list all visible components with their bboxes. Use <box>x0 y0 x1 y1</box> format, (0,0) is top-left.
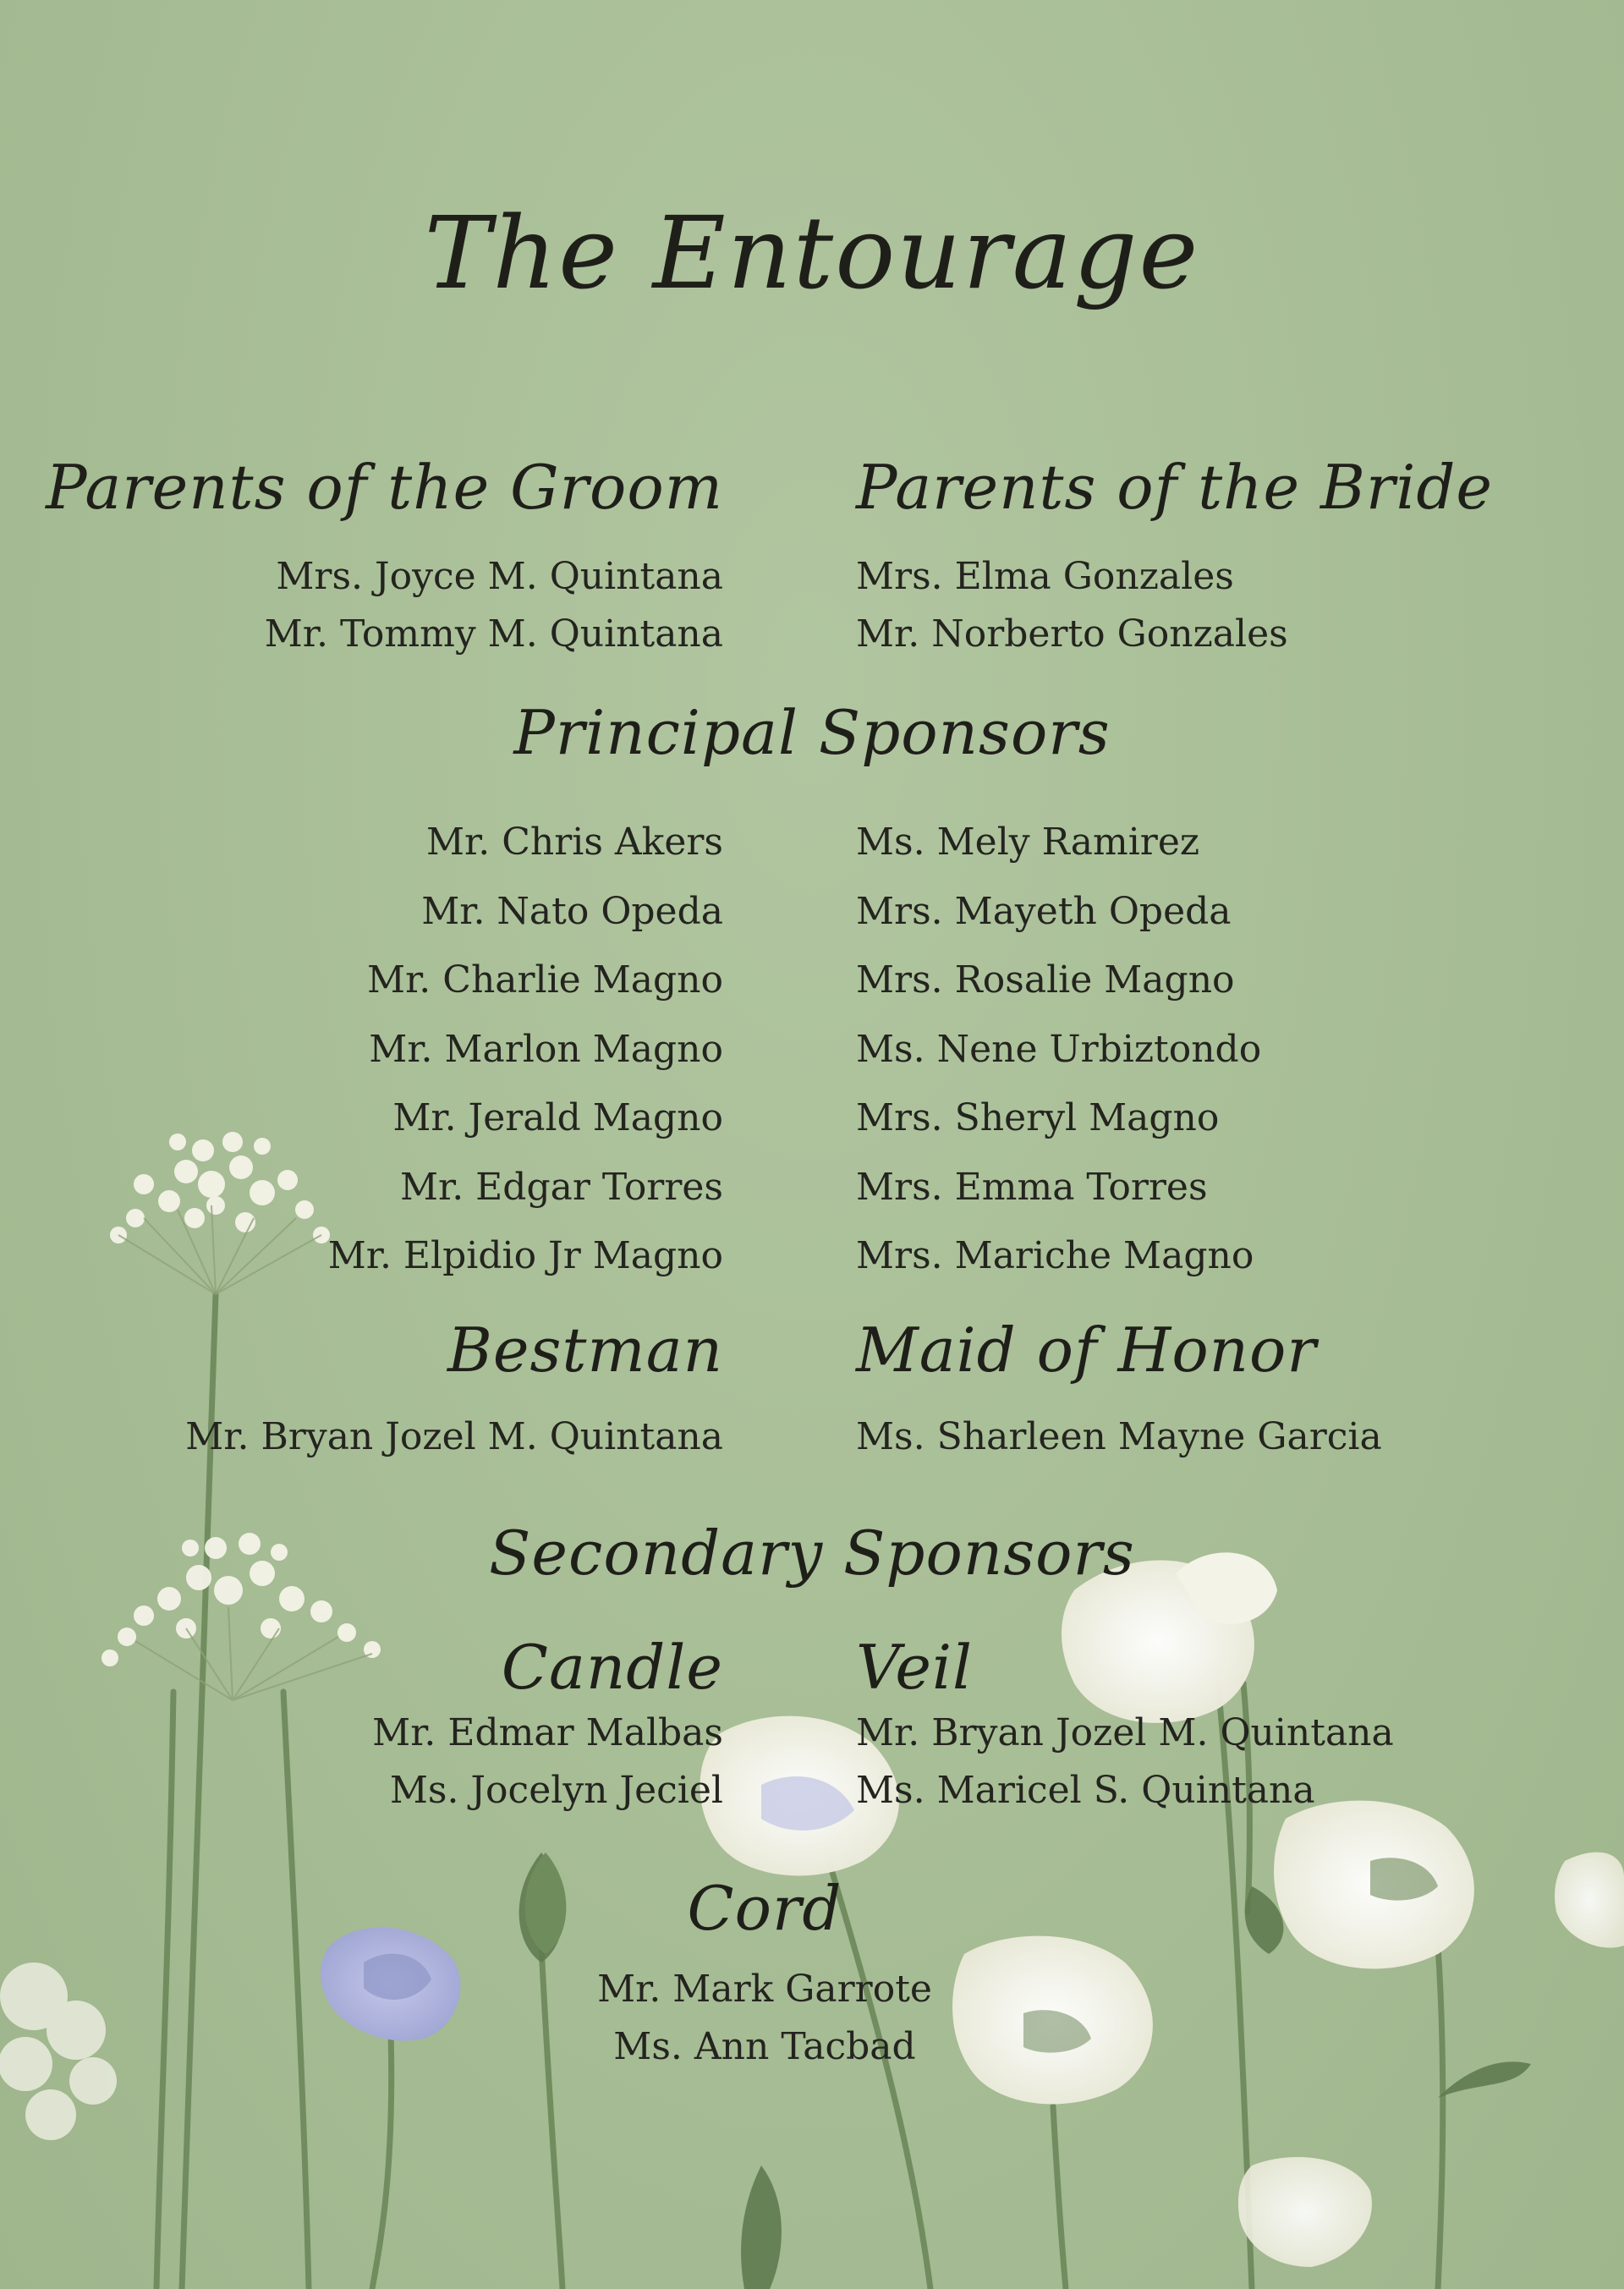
cord-sponsor-name: Ms. Ann Tacbad <box>613 2025 916 2068</box>
candle-sponsor-name: Ms. Jocelyn Jeciel <box>389 1769 723 1812</box>
principal-sponsor-name: Ms. Mely Ramirez <box>856 821 1200 864</box>
principal-sponsor-name: Mrs. Rosalie Magno <box>856 958 1235 1002</box>
principal-sponsor-name: Mr. Charlie Magno <box>367 958 723 1002</box>
page-title: The Entourage <box>424 195 1200 311</box>
secondary-sponsors-heading: Secondary Sponsors <box>489 1518 1135 1589</box>
principal-sponsor-name: Mr. Marlon Magno <box>369 1027 723 1071</box>
principal-sponsor-name: Mrs. Sheryl Magno <box>856 1096 1220 1139</box>
principal-sponsor-name: Mr. Elpidio Jr Magno <box>327 1234 723 1277</box>
bestman-heading: Bestman <box>447 1315 723 1386</box>
parents-bride-list <box>856 548 1288 663</box>
principal-sponsor-name: Mr. Jerald Magno <box>392 1096 723 1139</box>
cord-sponsor-name: Mr. Mark Garrote <box>597 1968 932 2011</box>
veil-list <box>856 1704 1394 1820</box>
cord-heading: Cord <box>687 1873 842 1944</box>
principal-sponsor-name: Mr. Edgar Torres <box>399 1165 723 1209</box>
principal-sponsor-name: Mrs. Emma Torres <box>856 1165 1208 1209</box>
candle-sponsor-name: Mr. Edmar Malbas <box>372 1711 723 1754</box>
lace-flower-top <box>110 1132 330 1243</box>
veil-heading: Veil <box>856 1632 974 1703</box>
parents-bride-heading: Parents of the Bride <box>856 452 1494 523</box>
veil-sponsor-name: Mr. Bryan Jozel M. Quintana <box>856 1711 1394 1754</box>
principal-sponsors-heading: Principal Sponsors <box>513 697 1111 768</box>
maid-of-honor-name: Ms. Sharleen Mayne Garcia <box>856 1415 1382 1458</box>
parents-bride-name: Mr. Norberto Gonzales <box>856 612 1288 656</box>
principal-sponsors-left-list <box>328 808 723 1291</box>
principal-sponsor-name: Mr. Nato Opeda <box>421 889 723 933</box>
candle-list <box>372 1704 723 1820</box>
veil-sponsor-name: Ms. Maricel S. Quintana <box>856 1769 1315 1812</box>
cord-list <box>0 1961 1529 2076</box>
maid-of-honor-heading: Maid of Honor <box>856 1315 1317 1386</box>
candle-heading: Candle <box>501 1632 723 1703</box>
principal-sponsor-name: Mrs. Mayeth Opeda <box>856 889 1232 933</box>
principal-sponsor-name: Mrs. Mariche Magno <box>856 1234 1254 1277</box>
parents-groom-name: Mr. Tommy M. Quintana <box>264 612 723 656</box>
parents-groom-list <box>265 548 723 663</box>
principal-sponsor-name: Mr. Chris Akers <box>426 821 723 864</box>
principal-sponsors-right-list <box>856 808 1261 1291</box>
principal-sponsor-name: Ms. Nene Urbiztondo <box>856 1027 1262 1071</box>
parents-groom-name: Mrs. Joyce M. Quintana <box>276 555 723 598</box>
parents-groom-heading: Parents of the Groom <box>46 452 723 523</box>
parents-bride-name: Mrs. Elma Gonzales <box>856 555 1234 598</box>
bestman-name: Mr. Bryan Jozel M. Quintana <box>185 1415 723 1458</box>
